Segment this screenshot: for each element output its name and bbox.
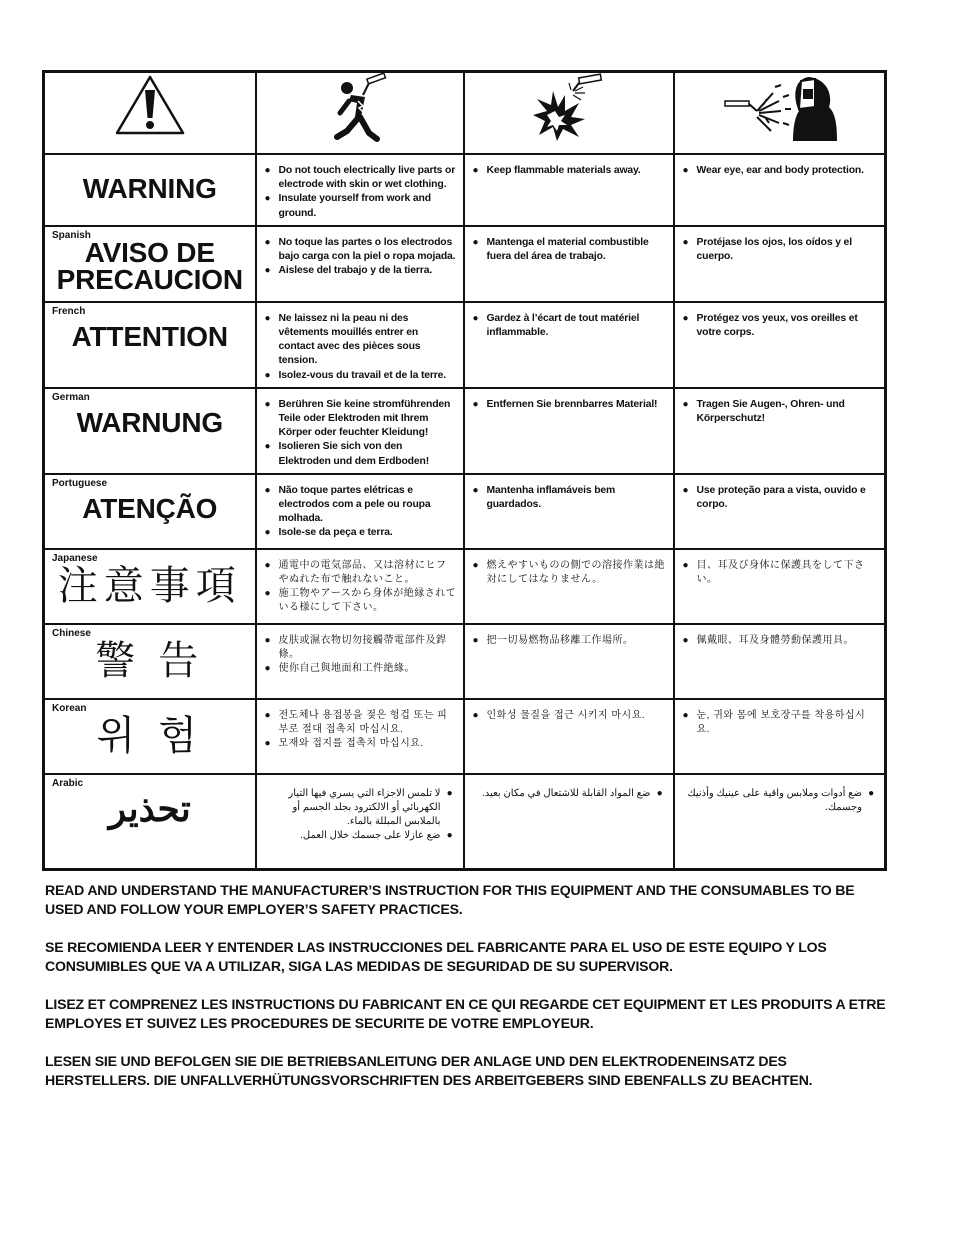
bullet-item: ● Mantenha inflamáveis bem guardados.	[473, 484, 667, 512]
language-cell	[44, 699, 256, 774]
instruction-cell	[256, 226, 464, 302]
warning-word: AVISO DE PRECAUCION	[56, 236, 243, 295]
bullet-item: ● 눈, 귀와 몸에 보호장구를 착용하십시요.	[683, 709, 879, 737]
bullet-item: ● 燃えやすいものの側での溶接作業は絶対にしてはなりません。	[473, 559, 667, 587]
bullet-item: ● Use proteção para a vista, ouvido e corpo.	[683, 484, 879, 512]
instruction-cell	[256, 699, 464, 774]
bullet-list	[675, 155, 885, 182]
instruction-cell	[464, 774, 674, 870]
instruction-french: LISEZ ET COMPRENEZ LES INSTRUCTIONS DU FABRICANT EN CE QUI REGARDE CET EQUIPMENT ET LES PRODUITS A ETRE EMPLOYES ET SUIVEZ LES PROCEDURES DE SECURITE DE VOTRE EMPLOYEUR.	[45, 996, 886, 1031]
icon-cell	[464, 72, 674, 155]
language-name: German	[52, 391, 90, 403]
instruction-english: READ AND UNDERSTAND THE MANUFACTURER’S INSTRUCTION FOR THIS EQUIPMENT AND THE CONSUMABLES TO BE USED AND FOLLOW YOUR EMPLOYER’S SAFETY PRACTICES.	[45, 882, 855, 917]
bullet-list	[465, 550, 673, 591]
bullet-item: ● ضع أدوات وملابس واقية على عينيك وأذنيك وجسمك.	[685, 787, 875, 815]
bullet-item: ● 인화성 물질을 접근 시키지 마시요.	[473, 709, 667, 723]
row-korean	[44, 699, 886, 774]
bullet-list	[675, 775, 885, 819]
bullet-item: ● Tragen Sie Augen-, Ohren- und Körperschutz!	[683, 398, 879, 426]
bullet-list	[465, 700, 673, 727]
bullet-item: ● 目、耳及び身体に保護具をして下さい。	[683, 559, 879, 587]
bullet-list	[465, 389, 673, 416]
icon-row	[44, 72, 886, 155]
language-name: Spanish	[52, 229, 91, 241]
bullet-list	[465, 155, 673, 182]
bullet-list	[257, 475, 463, 545]
instruction-cell	[256, 388, 464, 474]
language-name: Japanese	[52, 552, 98, 564]
bullet-item: ● Isolieren Sie sich von den Elektroden und dem Erdboden!	[265, 440, 457, 468]
bullet-item: ● ضع المواد القابلة للاشتعال في مكان بعيد.	[475, 787, 663, 801]
bullet-list	[465, 775, 673, 805]
row-arabic	[44, 774, 886, 870]
language-name: French	[52, 305, 86, 317]
instruction-cell	[464, 226, 674, 302]
bullet-list	[257, 700, 463, 756]
row-spanish	[44, 226, 886, 302]
language-cell	[44, 388, 256, 474]
safety-warning-table	[42, 70, 887, 871]
language-cell	[44, 302, 256, 388]
bullet-item: ● Ne laissez ni la peau ni des vêtements mouillés entrer en contact avec des pièces sous tension.	[265, 312, 457, 369]
instruction-cell	[464, 624, 674, 699]
bullet-list	[675, 227, 885, 268]
instruction-spanish: SE RECOMIENDA LEER Y ENTENDER LAS INSTRUCCIONES DEL FABRICANTE PARA EL USO DE ESTE EQUIPO Y LOS CONSUMIBLES QUE VA A UTILIZAR, SIGA LAS MEDIDAS DE SEGURIDAD DE SU SUPERVISOR.	[45, 939, 827, 974]
bullet-item: ● 施工物やアースから身体が絶縁されている様にして下さい。	[265, 587, 457, 615]
bullet-item: ● ضع عازلا على جسمك خلال العمل.	[267, 829, 453, 843]
bullet-item: ● No toque las partes o los electrodos bajo carga con la piel o ropa mojada.	[265, 236, 457, 264]
instruction-cell	[674, 699, 886, 774]
bullet-item: ● Insulate yourself from work and ground.	[265, 192, 457, 220]
instruction-cell	[256, 774, 464, 870]
instruction-cell	[674, 624, 886, 699]
bullet-item: ● لا تلمس الاجزاء التي يسري فيها التيار الكهربائي أو الالكترود بجلد الجسم أو بالملابس المبللة بالماء.	[267, 787, 453, 830]
electric-shock-icon	[325, 73, 395, 143]
fire-explosion-icon	[529, 73, 609, 145]
bullet-list	[465, 475, 673, 516]
bullet-list	[257, 155, 463, 225]
instruction-cell	[674, 302, 886, 388]
language-name: Portuguese	[52, 477, 108, 489]
warning-triangle-icon	[114, 73, 186, 137]
row-german	[44, 388, 886, 474]
instruction-cell	[256, 154, 464, 226]
bullet-list	[675, 475, 885, 516]
icon-cell	[44, 72, 256, 155]
bullet-item: ● Mantenga el material combustible fuera del área de trabajo.	[473, 236, 667, 264]
language-cell	[44, 474, 256, 549]
bullet-list	[675, 389, 885, 430]
warning-word: 위 험	[96, 713, 203, 758]
bullet-item: ● Não toque partes elétricas e electrodos com a pele ou roupa molhada.	[265, 484, 457, 527]
bullet-item: ● Aislese del trabajo y de la tierra.	[265, 264, 457, 278]
warning-word: ATTENTION	[71, 320, 228, 352]
row-french	[44, 302, 886, 388]
bullet-item: ● Isole-se da peça e terra.	[265, 526, 457, 540]
bullet-item: ● 把一切易燃物品移離工作場所。	[473, 634, 667, 648]
instruction-cell	[256, 474, 464, 549]
bullet-item: ● Wear eye, ear and body protection.	[683, 164, 879, 178]
language-name: Arabic	[52, 777, 84, 789]
row-portuguese	[44, 474, 886, 549]
warning-word: 警 告	[95, 638, 205, 683]
instruction-cell	[464, 154, 674, 226]
warning-word: تحذير	[108, 787, 191, 829]
bullet-list	[675, 700, 885, 741]
row-english	[44, 154, 886, 226]
language-cell	[44, 154, 256, 226]
row-chinese	[44, 624, 886, 699]
instruction-cell	[256, 624, 464, 699]
instruction-cell	[674, 549, 886, 624]
language-cell	[44, 774, 256, 870]
instruction-cell	[256, 302, 464, 388]
bullet-list	[675, 550, 885, 591]
instruction-cell	[464, 388, 674, 474]
bullet-list	[465, 625, 673, 652]
bullet-item: ● 佩戴眼、耳及身體勞動保護用具。	[683, 634, 879, 648]
instruction-cell	[464, 302, 674, 388]
language-cell	[44, 226, 256, 302]
row-japanese	[44, 549, 886, 624]
bullet-item: ● 通電中の電気部品、又は溶材にヒフやぬれた布で触れないこと。	[265, 559, 457, 587]
warning-word: 注意事項	[57, 563, 242, 608]
instruction-cell	[464, 549, 674, 624]
bullet-item: ● Do not touch electrically live parts or electrode with skin or wet clothing.	[265, 164, 457, 192]
bullet-list	[257, 550, 463, 620]
bullet-item: ● Keep flammable materials away.	[473, 164, 667, 178]
icon-cell	[674, 72, 886, 155]
bullet-item: ● 모재와 접지를 접촉치 마십시요.	[265, 737, 457, 751]
bullet-item: ● Berühren Sie keine stromführenden Teile oder Elektroden mit Ihrem Körper oder feuchter Kleidung!	[265, 398, 457, 441]
bullet-item: ● 전도체나 용접봉을 젖은 헝겁 또는 피부로 절대 접촉치 마십시요.	[265, 709, 457, 737]
warning-word: WARNUNG	[76, 406, 223, 438]
instruction-german: LESEN SIE UND BEFOLGEN SIE DIE BETRIEBSANLEITUNG DER ANLAGE UND DEN ELEKTRODENEINSATZ DES HERSTELLERS. DIE UNFALLVERHÜTUNGSVORSCHRIFTEN DES ARBEITGEBERS SIND EBENFALLS ZU BEACHTEN.	[45, 1053, 813, 1088]
bullet-list	[465, 303, 673, 344]
language-name: Chinese	[52, 627, 91, 639]
instruction-cell	[674, 388, 886, 474]
language-name: Korean	[52, 702, 87, 714]
instruction-cell	[464, 699, 674, 774]
bullet-list	[465, 227, 673, 268]
bullet-list	[257, 389, 463, 473]
instructions-block	[45, 881, 895, 1109]
warning-word: WARNING	[82, 173, 217, 204]
bullet-list	[257, 625, 463, 681]
bullet-list	[257, 303, 463, 387]
bullet-list	[257, 775, 463, 848]
bullet-item: ● Entfernen Sie brennbarres Material!	[473, 398, 667, 412]
instruction-cell	[464, 474, 674, 549]
instruction-cell	[674, 226, 886, 302]
bullet-item: ● 使你自己與地面和工件絶緣。	[265, 662, 457, 676]
bullet-item: ● Protéjase los ojos, los oídos y el cuerpo.	[683, 236, 879, 264]
bullet-list	[257, 227, 463, 283]
bullet-list	[675, 625, 885, 652]
bullet-item: ● Gardez à l’écart de tout matériel inflammable.	[473, 312, 667, 340]
icon-cell	[256, 72, 464, 155]
instruction-cell	[674, 774, 886, 870]
bullet-item: ● Isolez-vous du travail et de la terre.	[265, 369, 457, 383]
bullet-list	[675, 303, 885, 344]
instruction-cell	[674, 154, 886, 226]
instruction-cell	[674, 474, 886, 549]
warning-word: ATENÇÃO	[82, 492, 218, 524]
bullet-item: ● Protégez vos yeux, vos oreilles et votre corps.	[683, 312, 879, 340]
language-cell	[44, 549, 256, 624]
eye-ear-protection-icon	[719, 73, 839, 145]
instruction-cell	[256, 549, 464, 624]
bullet-item: ● 皮肤或濕衣物切勿接觸帶電部件及銲條。	[265, 634, 457, 662]
language-cell	[44, 624, 256, 699]
